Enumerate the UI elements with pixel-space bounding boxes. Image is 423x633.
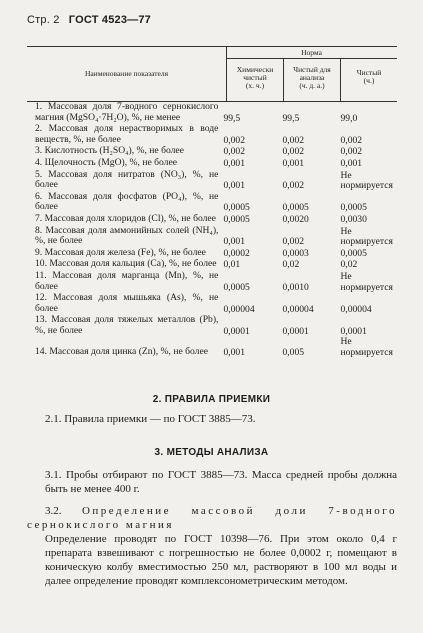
value-analytical-grade: 0,001 — [282, 157, 305, 169]
row-name: 14. Массовая доля цинка (Zn), %, не более — [35, 346, 208, 358]
value-chemically-pure: 0,002 — [223, 146, 246, 158]
value-chemically-pure: 0,0005 — [223, 213, 250, 225]
value-chemically-pure: 0,001 — [223, 236, 246, 248]
row-name: 13. Массовая доля тяжелых металлов (Pb), %, не более — [35, 314, 219, 336]
table-row — [27, 271, 397, 293]
value-pure: Не нормируется — [340, 225, 393, 248]
table-row — [27, 102, 397, 124]
table-row — [27, 124, 397, 146]
value-chemically-pure: 0,01 — [223, 259, 241, 271]
column-header-pure: Чистый (ч.) — [356, 68, 382, 85]
value-pure: Не нормируется — [340, 169, 393, 192]
value-pure: 0,00004 — [340, 303, 372, 315]
value-chemically-pure: 0,0005 — [223, 281, 250, 293]
table-top-rule — [27, 46, 397, 47]
value-pure: 0,02 — [340, 259, 358, 271]
table-row — [27, 226, 397, 248]
table-row — [27, 170, 397, 192]
value-pure: 99,0 — [340, 112, 358, 124]
row-name: 6. Массовая доля фосфатов (PO₄), %, не более — [35, 190, 219, 213]
value-analytical-grade: 0,0001 — [282, 325, 309, 337]
value-analytical-grade: 0,002 — [282, 134, 305, 146]
value-pure: Не нормируется — [340, 270, 393, 293]
page-header — [27, 14, 151, 26]
column-header-analytical-grade: Чистый для анализа (ч. д. а.) — [293, 65, 331, 90]
value-chemically-pure: 0,0001 — [223, 325, 250, 337]
value-analytical-grade: 0,0010 — [282, 281, 309, 293]
value-pure: 0,002 — [340, 146, 363, 158]
value-pure: 0,002 — [340, 134, 363, 146]
column-header-norm: Норма — [301, 48, 322, 57]
section-2-paragraph: 2.1. Правила приемки — по ГОСТ 3885—73. — [45, 413, 256, 425]
value-chemically-pure: 99,5 — [223, 112, 241, 124]
value-pure: Не нормируется — [340, 336, 393, 359]
value-analytical-grade: 0,0020 — [282, 213, 309, 225]
section-2-title: 2. ПРАВИЛА ПРИЕМКИ — [152, 394, 271, 405]
table-row — [27, 192, 397, 214]
row-name: 4. Щелочность (MgO), %, не более — [35, 156, 177, 168]
row-name: 5. Массовая доля нитратов (NO₃), %, не более — [35, 168, 219, 191]
table-row — [27, 214, 397, 226]
value-analytical-grade: 0,0003 — [282, 247, 309, 259]
page-number: Стр. 2 — [27, 14, 60, 26]
row-name: 7. Массовая доля хлоридов (Cl), %, не более — [35, 212, 216, 224]
value-analytical-grade: 0,002 — [282, 236, 305, 248]
table-row — [27, 315, 397, 337]
section-3-paragraph-2: Определение проводят по ГОСТ 10398—76. При этом около 0,4 г препарата взвешивают с погрешностью не более 0,0002 г, помещают в коническую колбу вместимостью 250 мл, растворяют в 100 мл воды и далее определение проводят комплексонометрическим методом. — [45, 533, 397, 587]
value-chemically-pure: 0,00004 — [223, 303, 255, 315]
value-analytical-grade: 0,002 — [282, 180, 305, 192]
column-header-chemically-pure: Химически чистый (х. ч.) — [236, 65, 274, 90]
value-analytical-grade: 0,005 — [282, 347, 305, 359]
value-pure: 0,0001 — [340, 325, 367, 337]
section-3-paragraph-1: 3.1. Пробы отбирают по ГОСТ 3885—73. Масса средней пробы должна быть не менее 400 г. — [45, 469, 397, 495]
value-analytical-grade: 0,00004 — [282, 303, 314, 315]
section-3-subheading: 3.2. Определение массовой доли 7-водного сернокислого магния — [27, 505, 397, 531]
norm-group-rule — [226, 58, 397, 59]
standard-number: ГОСТ 4523—77 — [68, 14, 151, 26]
row-name: 10. Массовая доля кальция (Ca), %, не более — [35, 258, 217, 270]
value-chemically-pure: 0,001 — [223, 180, 246, 192]
value-analytical-grade: 0,002 — [282, 146, 305, 158]
value-analytical-grade: 99,5 — [282, 112, 300, 124]
row-name: 3. Кислотность (H₂SO₄), %, не более — [35, 145, 184, 157]
section-3-title: 3. МЕТОДЫ АНАЛИЗА — [154, 447, 269, 458]
value-chemically-pure: 0,0005 — [223, 202, 250, 214]
row-name: 9. Массовая доля железа (Fe), %, не более — [35, 246, 206, 258]
value-analytical-grade: 0,0005 — [282, 202, 309, 214]
value-chemically-pure: 0,001 — [223, 157, 246, 169]
value-chemically-pure: 0,002 — [223, 134, 246, 146]
table-row — [27, 158, 397, 170]
column-header-name: Наименование показателя — [84, 69, 169, 78]
table-row — [27, 293, 397, 315]
value-analytical-grade: 0,02 — [282, 259, 300, 271]
value-pure: 0,0005 — [340, 247, 367, 259]
row-name: 11. Массовая доля марганца (Mn), %, не более — [35, 269, 219, 292]
norms-table — [27, 102, 397, 359]
value-pure: 0,001 — [340, 157, 363, 169]
value-chemically-pure: 0,0002 — [223, 247, 250, 259]
row-name: 12. Массовая доля мышьяка (As), %, не более — [35, 292, 219, 314]
value-pure: 0,0030 — [340, 213, 367, 225]
row-name: 2. Массовая доля нерастворимых в воде веществ, %, не более — [35, 123, 219, 145]
row-name: 1. Массовая доля 7-водного сернокислого магния (MgSO₄·7H₂O), %, не менее — [35, 101, 219, 123]
value-chemically-pure: 0,001 — [223, 347, 246, 359]
table-row — [27, 337, 397, 358]
row-name: 8. Массовая доля аммонийных солей (NH₄), %, не более — [35, 224, 219, 247]
value-pure: 0,0005 — [340, 202, 367, 214]
